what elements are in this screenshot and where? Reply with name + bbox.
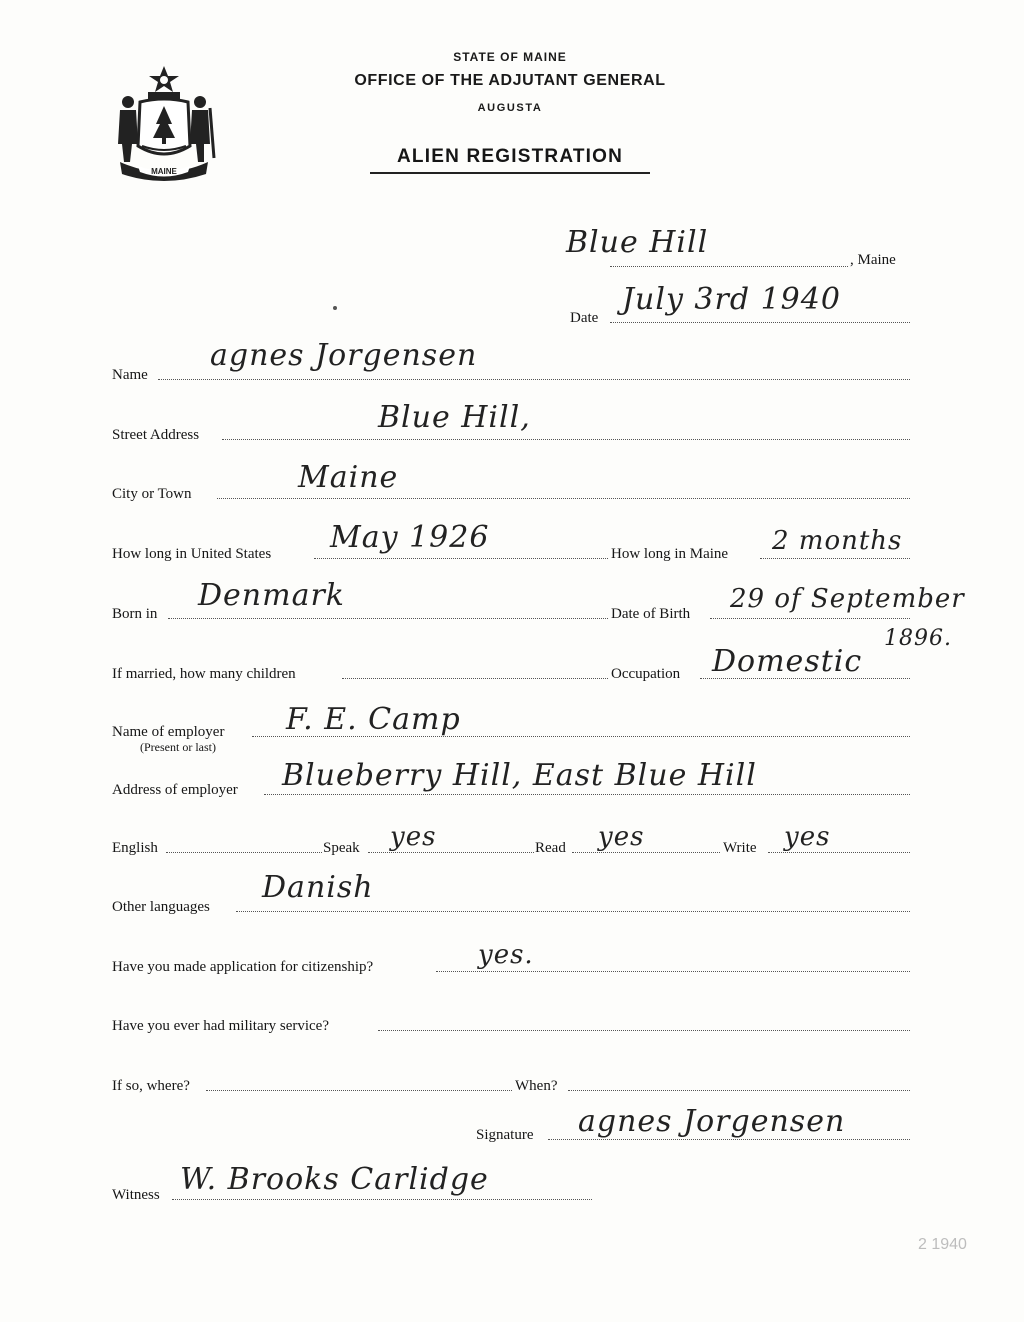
occupation-label: Occupation <box>611 666 681 682</box>
dob-label: Date of Birth <box>611 606 691 622</box>
speak-value: yes <box>390 822 437 852</box>
when-label: When? <box>515 1078 558 1094</box>
town-value: Blue Hill <box>566 225 709 260</box>
citizenship-label: Have you made application for citizenship? <box>112 959 374 975</box>
speak-line <box>368 852 534 853</box>
witness-value: W. Brooks Carlidge <box>180 1162 489 1197</box>
other-languages-line <box>236 911 910 912</box>
name-line <box>158 379 910 380</box>
city-line <box>217 498 910 499</box>
english-label: English <box>112 840 158 856</box>
how-long-us-label: How long in United States <box>112 546 272 562</box>
speak-label: Speak <box>323 840 360 856</box>
signature-line <box>548 1139 910 1140</box>
city-heading: AUGUSTA <box>477 102 543 114</box>
read-line <box>572 852 720 853</box>
employer-address-value: Blueberry Hill, East Blue Hill <box>282 758 757 793</box>
dob-line <box>710 618 910 619</box>
street-label: Street Address <box>112 427 200 443</box>
born-in-label: Born in <box>112 606 158 622</box>
date-value: July 3rd 1940 <box>622 282 841 317</box>
how-long-us-value: May 1926 <box>330 520 490 555</box>
write-value: yes <box>784 822 831 852</box>
how-long-maine-line <box>760 558 910 559</box>
city-value: Maine <box>298 460 399 495</box>
read-value: yes <box>598 822 645 852</box>
how-long-us-line <box>314 558 608 559</box>
how-long-maine-label: How long in Maine <box>611 546 729 562</box>
employer-name-value: F. E. Camp <box>286 702 461 737</box>
ink-speck <box>333 306 337 310</box>
write-label: Write <box>723 840 757 856</box>
born-in-value: Denmark <box>198 578 345 613</box>
seal-text: MAINE <box>151 167 177 176</box>
street-value: Blue Hill, <box>378 400 531 435</box>
signature-value: agnes Jorgensen <box>578 1104 846 1139</box>
occupation-value: Domestic <box>712 644 863 679</box>
maine-state-seal-icon <box>110 62 218 182</box>
title-underline <box>370 172 650 174</box>
if-so-where-label: If so, where? <box>112 1078 190 1094</box>
employer-name-sublabel: (Present or last) <box>140 740 216 754</box>
date-stamp: 2 1940 <box>918 1236 967 1253</box>
employer-address-label: Address of employer <box>112 782 238 798</box>
form-title: ALIEN REGISTRATION <box>396 146 624 167</box>
read-label: Read <box>535 840 566 856</box>
date-label: Date <box>570 310 599 326</box>
citizenship-value: yes. <box>478 940 534 970</box>
street-line <box>222 439 910 440</box>
english-line <box>166 852 322 853</box>
employer-address-line <box>264 794 910 795</box>
married-children-line <box>342 678 608 679</box>
married-children-label: If married, how many children <box>112 666 296 682</box>
dob-value-line1: 29 of September <box>730 584 965 614</box>
date-line <box>610 322 910 323</box>
dob-value-line2: 1896. <box>884 626 952 651</box>
office-heading: OFFICE OF THE ADJUTANT GENERAL <box>354 72 666 89</box>
when-line <box>568 1090 910 1091</box>
if-so-where-line <box>206 1090 512 1091</box>
other-languages-label: Other languages <box>112 899 210 915</box>
other-languages-value: Danish <box>262 870 374 905</box>
military-line <box>378 1030 910 1031</box>
employer-name-label: Name of employer <box>112 724 225 740</box>
witness-line <box>172 1199 592 1200</box>
state-heading: STATE OF MAINE <box>453 50 567 64</box>
military-label: Have you ever had military service? <box>112 1018 329 1034</box>
name-value: agnes Jorgensen <box>210 338 478 373</box>
name-label: Name <box>112 367 148 383</box>
city-label: City or Town <box>112 486 192 502</box>
signature-label: Signature <box>476 1127 534 1143</box>
maine-suffix-label: , Maine <box>850 252 896 268</box>
town-line <box>610 266 848 267</box>
how-long-maine-value: 2 months <box>772 526 903 556</box>
citizenship-line <box>436 971 910 972</box>
write-line <box>768 852 910 853</box>
born-in-line <box>168 618 608 619</box>
witness-label: Witness <box>112 1187 160 1203</box>
